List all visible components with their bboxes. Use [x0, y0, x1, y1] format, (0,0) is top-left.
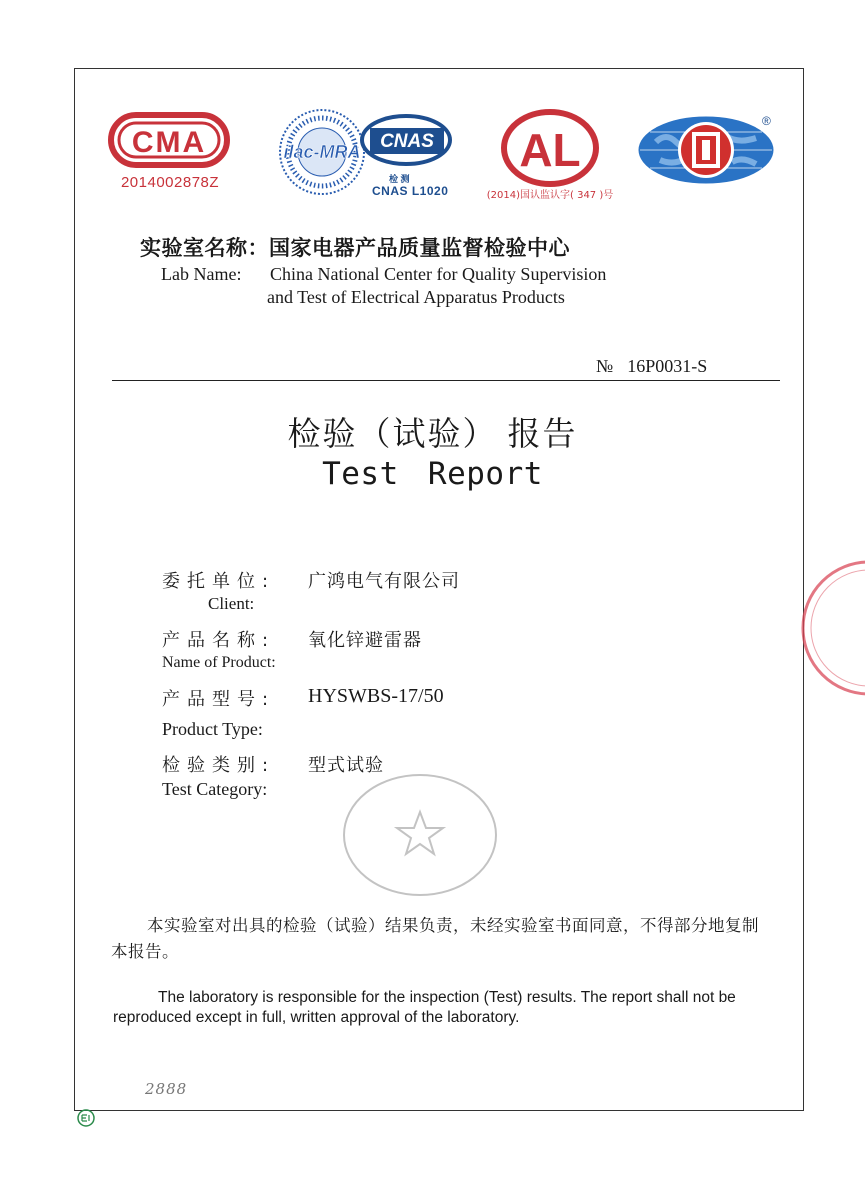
- client-label-en: Client:: [208, 594, 255, 613]
- cma-seal-icon: [108, 112, 230, 168]
- ilac-cnas-logo: [268, 108, 468, 200]
- lab-name-en-line1: China National Center for Quality Supervision: [270, 264, 607, 284]
- test-category-label-en: Test Category:: [162, 779, 268, 799]
- cnas-sub-cn: 检 测: [389, 174, 410, 184]
- notice-cn: 本实验室对出具的检验（试验）结果负责，未经实验室书面同意，不得部分地复制本报告。: [111, 916, 759, 961]
- divider: [112, 380, 780, 381]
- report-title-cn: [0, 408, 865, 455]
- lab-name-en-line2: and Test of Electrical Apparatus Products: [267, 287, 565, 307]
- product-name-label-cn: 产品名称:: [162, 630, 276, 651]
- cma-number: 2014002878Z: [120, 174, 220, 191]
- official-stamp-icon: [340, 770, 500, 900]
- test-category-value: 型式试验: [308, 755, 384, 776]
- product-name-value: 氧化锌避雷器: [308, 630, 422, 651]
- notice-en: The laboratory is responsible for the inspection (Test) results. The report shall not be reproduced except in full, written approval of the laboratory.: [113, 989, 736, 1026]
- lab-name-label-en: Lab Name:: [161, 264, 242, 284]
- report-number: [596, 356, 707, 377]
- number-sign: №: [596, 356, 614, 376]
- product-type-value: HYSWBS-17/50: [308, 685, 444, 707]
- product-name-label-en: Name of Product:: [162, 654, 276, 671]
- product-type-label-cn: 产品型号:: [162, 689, 276, 710]
- client-label-cn: 委托单位:: [162, 571, 276, 592]
- svg-text:CMA: CMA: [131, 126, 207, 159]
- client-value: 广鸿电气有限公司: [308, 571, 460, 592]
- report-title-en: Test Report: [322, 456, 543, 492]
- report-number-value: 16P0031-S: [627, 356, 708, 376]
- cal-seal-icon: [490, 108, 610, 188]
- test-category-label-cn: 检验类别:: [162, 755, 276, 776]
- svg-text:CNAS: CNAS: [380, 131, 434, 152]
- cma-logo: [108, 112, 232, 200]
- report-title-cn-part2: 报告: [507, 414, 578, 453]
- registered-mark: ®: [762, 114, 771, 128]
- lab-name-cn: 实验室名称：国家电器产品质量监督检验中心: [140, 236, 570, 260]
- corner-circle-icon: [76, 1108, 96, 1128]
- red-seal-icon: [797, 548, 865, 708]
- cal-logo: [486, 108, 614, 201]
- cnas-number: CNAS L1020: [372, 184, 449, 198]
- svg-text:AL: AL: [519, 124, 581, 176]
- svg-text:ilac-MRA: ilac-MRA: [283, 142, 361, 162]
- handwritten-number: 2888: [145, 1080, 188, 1098]
- product-type-label-en: Product Type:: [162, 719, 263, 739]
- cal-number: (2014)国认监认字( 347 )号: [486, 190, 614, 201]
- report-title-cn-part1: 检验（试验）: [287, 414, 498, 453]
